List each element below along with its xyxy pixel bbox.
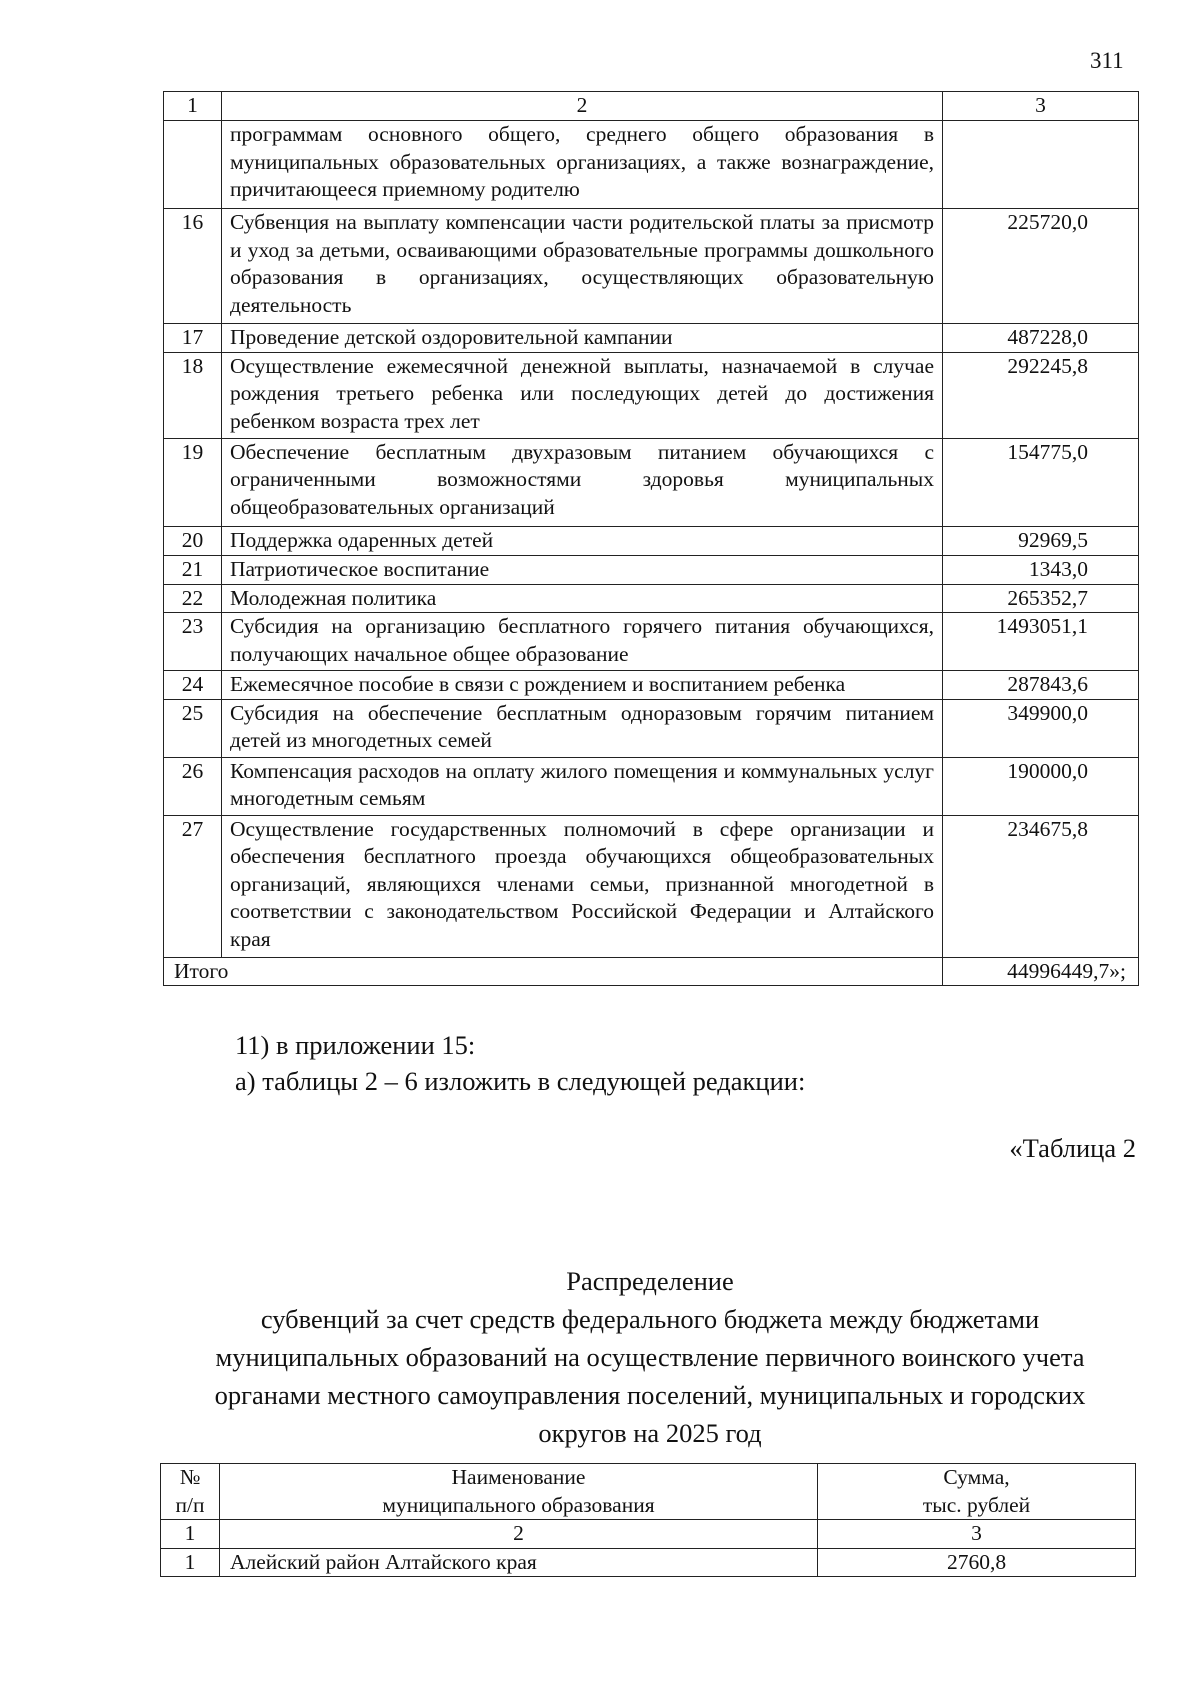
row-amount — [943, 121, 1139, 209]
row-amount: 92969,5 — [943, 526, 1139, 555]
row-number: 24 — [164, 671, 222, 700]
document-title — [150, 1262, 1150, 1452]
row-amount: 225720,0 — [943, 209, 1139, 324]
paragraph-appendix: 11) в приложении 15: — [235, 1030, 476, 1060]
header-sum-line2: тыс. рублей — [922, 1492, 1031, 1517]
title-line: округов на 2025 год — [538, 1418, 762, 1448]
title-line: муниципальных образований на осуществление первичного воинского учета — [215, 1342, 1085, 1372]
numbering-cell: 2 — [220, 1520, 818, 1549]
header-number-line2: п/п — [175, 1492, 205, 1517]
row-amount: 234675,8 — [943, 815, 1139, 957]
table-row — [164, 815, 1139, 957]
header-name — [220, 1464, 818, 1520]
row-number: 22 — [164, 584, 222, 613]
table-row — [164, 526, 1139, 555]
numbering-row — [161, 1520, 1136, 1549]
row-amount: 1493051,1 — [943, 613, 1139, 671]
row-number: 26 — [164, 757, 222, 815]
row-description: Молодежная политика — [222, 584, 943, 613]
table-row — [164, 352, 1139, 438]
table-row — [164, 584, 1139, 613]
row-description: Субсидия на организацию бесплатного горячего питания обучающихся, получающих начальное общее образование — [222, 613, 943, 671]
table-header-row — [164, 92, 1139, 121]
row-amount: 487228,0 — [943, 324, 1139, 353]
total-amount: 44996449,7»; — [943, 957, 1139, 986]
table-row — [164, 324, 1139, 353]
row-description: Поддержка одаренных детей — [222, 526, 943, 555]
subsidies-table — [163, 91, 1139, 986]
numbering-cell: 3 — [818, 1520, 1136, 1549]
table-row — [164, 671, 1139, 700]
row-description: Компенсация расходов на оплату жилого помещения и коммунальных услуг многодетным семьям — [222, 757, 943, 815]
row-description: Проведение детской оздоровительной кампании — [222, 324, 943, 353]
title-line: Распределение — [566, 1266, 734, 1296]
row-amount: 2760,8 — [818, 1548, 1136, 1577]
row-amount: 287843,6 — [943, 671, 1139, 700]
table-row — [164, 555, 1139, 584]
row-amount: 190000,0 — [943, 757, 1139, 815]
row-number: 27 — [164, 815, 222, 957]
row-amount: 292245,8 — [943, 352, 1139, 438]
header-name-line2: муниципального образования — [382, 1492, 655, 1517]
row-number: 16 — [164, 209, 222, 324]
header-name-line1: Наименование — [451, 1465, 586, 1489]
row-number: 21 — [164, 555, 222, 584]
row-description: Осуществление ежемесячной денежной выплаты, назначаемой в случае рождения третьего ребенка или последующих детей до достижения ребенком возраста трех лет — [222, 352, 943, 438]
row-amount: 154775,0 — [943, 438, 1139, 526]
table-header-row — [161, 1464, 1136, 1520]
title-line: органами местного самоуправления поселений, муниципальных и городских — [214, 1380, 1086, 1410]
row-description: Патриотическое воспитание — [222, 555, 943, 584]
row-number: 25 — [164, 699, 222, 757]
row-number: 23 — [164, 613, 222, 671]
row-amount: 349900,0 — [943, 699, 1139, 757]
title-line: субвенций за счет средств федерального бюджета между бюджетами — [260, 1304, 1040, 1334]
table-row — [164, 699, 1139, 757]
table-row — [164, 121, 1139, 209]
header-sum-line1: Сумма, — [943, 1465, 1010, 1489]
table-caption: «Таблица 2 — [1009, 1133, 1136, 1163]
table-row — [164, 757, 1139, 815]
table-row — [164, 613, 1139, 671]
numbering-cell: 1 — [161, 1520, 220, 1549]
row-number: 17 — [164, 324, 222, 353]
row-number: 19 — [164, 438, 222, 526]
paragraph-instruction: а) таблицы 2 – 6 изложить в следующей редакции: — [235, 1066, 806, 1096]
header-sum — [818, 1464, 1136, 1520]
header-number — [161, 1464, 220, 1520]
row-number: 1 — [161, 1548, 220, 1577]
table-row — [164, 209, 1139, 324]
row-number: 18 — [164, 352, 222, 438]
row-description: Ежемесячное пособие в связи с рождением и воспитанием ребенка — [222, 671, 943, 700]
table-row — [164, 438, 1139, 526]
row-municipality: Алейский район Алтайского края — [220, 1548, 818, 1577]
header-cell-1: 1 — [164, 92, 222, 121]
page-number: 311 — [1090, 48, 1124, 73]
row-description: Субсидия на обеспечение бесплатным одноразовым горячим питанием детей из многодетных семей — [222, 699, 943, 757]
table-row — [161, 1548, 1136, 1577]
row-description: Осуществление государственных полномочий в сфере организации и обеспечения бесплатного проезда обучающихся общеобразовательных организаций, являющихся членами семьи, признанной многодетной в соответствии с законодательством Российской Федерации и Алтайского края — [222, 815, 943, 957]
header-number-line1: № — [179, 1465, 201, 1489]
total-label: Итого — [164, 957, 943, 986]
row-description: Субвенция на выплату компенсации части родительской платы за присмотр и уход за детьми, осваивающими образовательные программы дошкольного образования в организациях, осуществляющих образовательную деятельность — [222, 209, 943, 324]
row-description: Обеспечение бесплатным двухразовым питанием обучающихся с ограниченными возможностями здоровья муниципальных общеобразовательных организаций — [222, 438, 943, 526]
row-number: 20 — [164, 526, 222, 555]
header-cell-2: 2 — [222, 92, 943, 121]
header-cell-3: 3 — [943, 92, 1139, 121]
row-description: программам основного общего, среднего общего образования в муниципальных образовательных организациях, а также вознаграждение, причитающееся приемному родителю — [222, 121, 943, 209]
total-row — [164, 957, 1139, 986]
row-amount: 1343,0 — [943, 555, 1139, 584]
row-number — [164, 121, 222, 209]
row-amount: 265352,7 — [943, 584, 1139, 613]
distribution-table — [160, 1463, 1136, 1577]
